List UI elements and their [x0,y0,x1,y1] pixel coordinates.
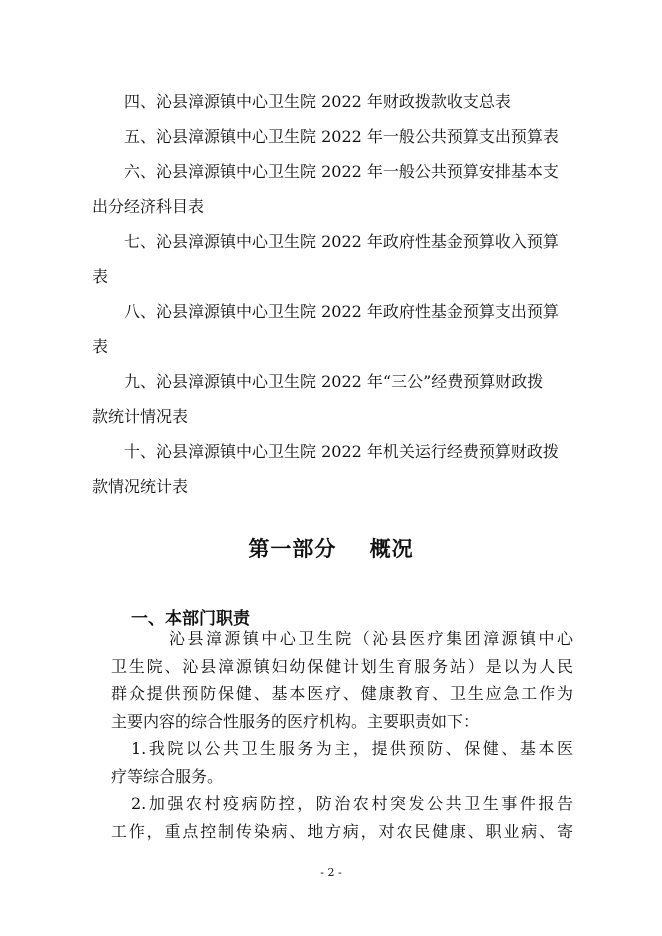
body-line: 主要内容的综合性服务的医疗机构。主要职责如下： [111,711,480,731]
body-line: 1.我院以公共卫生服务为主，提供预防、保健、基本医 [131,739,573,758]
toc-item-8-continued: 表 [92,337,109,356]
body-line: 2.加强农村疫病防控，防治农村突发公共卫生事件报告 [131,794,573,813]
table-of-contents [92,84,578,504]
toc-item-4: 四、沁县漳源镇中心卫生院 2022 年财政拨款收支总表 [124,92,511,111]
toc-item-5: 五、沁县漳源镇中心卫生院 2022 年一般公共预算支出预算表 [124,127,559,146]
body-line: 卫生院、沁县漳源镇妇幼保健计划生育服务站）是以为人民 [111,656,573,676]
section-body [111,625,573,845]
toc-item-7: 七、沁县漳源镇中心卫生院 2022 年政府性基金预算收入预算 [124,232,559,251]
part-title: 第一部分 概况 [248,537,414,561]
toc-item-10: 十、沁县漳源镇中心卫生院 2022 年机关运行经费预算财政拨 [124,442,559,461]
page-number: - 2 - [320,866,342,879]
body-line: 疗等综合服务。 [111,766,224,786]
section-heading: 一、本部门职责 [131,609,250,629]
body-line: 群众提供预防保健、基本医疗、健康教育、卫生应急工作为 [111,684,573,703]
toc-item-6: 六、沁县漳源镇中心卫生院 2022 年一般公共预算安排基本支 [124,162,559,181]
toc-item-9: 九、沁县漳源镇中心卫生院 2022 年“三公”经费预算财政拨 [124,372,544,391]
toc-item-10-continued: 款情况统计表 [92,477,189,496]
toc-item-7-continued: 表 [92,267,109,286]
body-line: 工作，重点控制传染病、地方病，对农民健康、职业病、寄 [111,821,573,841]
body-line: 沁县漳源镇中心卫生院（沁县医疗集团漳源镇中心 [169,629,573,648]
toc-item-9-continued: 款统计情况表 [92,407,189,426]
toc-item-6-continued: 出分经济科目表 [92,197,205,216]
toc-item-8: 八、沁县漳源镇中心卫生院 2022 年政府性基金预算支出预算 [124,302,559,321]
